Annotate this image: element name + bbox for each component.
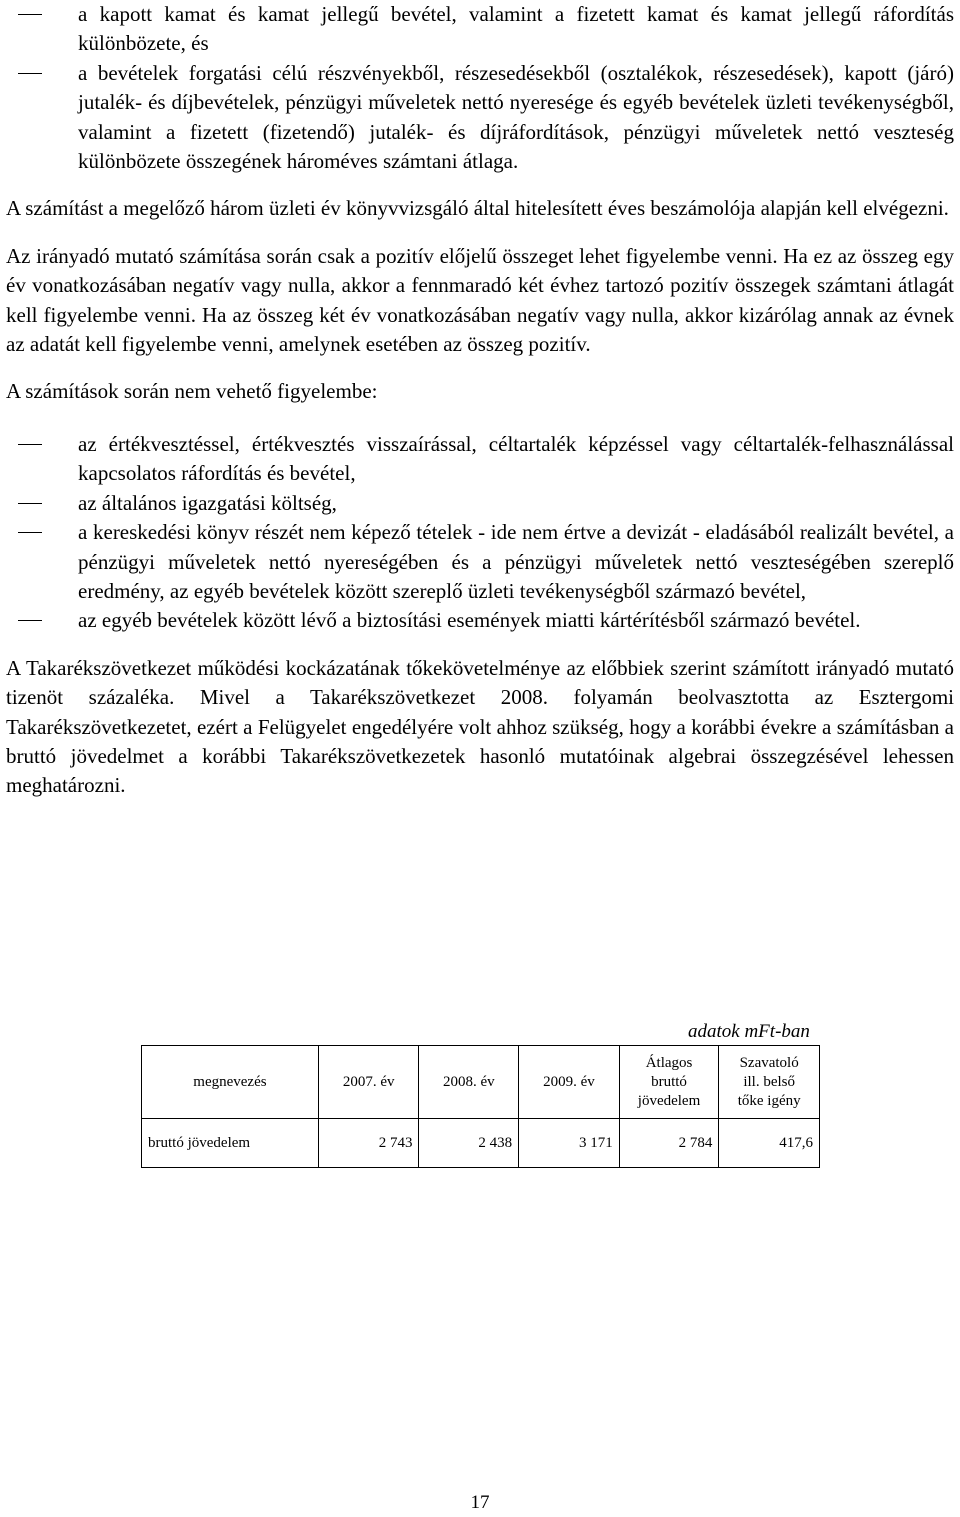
list-item-text: a kapott kamat és kamat jellegű bevétel, valamint a fizetett kamat és kamat jellegű ráfordítás különbözete, és — [78, 2, 954, 56]
table-header-cell: Átlagos bruttó jövedelem — [619, 1046, 719, 1119]
list-item — [6, 59, 954, 177]
list-item-text: az értékvesztéssel, értékvesztés visszaírással, céltartalék képzéssel vagy céltartalék-felhasználással kapcsolatos ráfordítás és bevétel, — [78, 431, 954, 486]
table-header-cell: 2007. év — [318, 1046, 419, 1119]
list-item-text: a bevételek forgatási célú részvényekből, részesedésekből (osztalékok, részesedések), kapott (járó) jutalék- és díjbevételek, pénzügyi műveletek nettó nyeresége és egyéb bevételek üzleti tevékenységből, valamint a fizetett (fizetendő) jutalék- és díjráfordítások, pénzügyi műveletek nettó veszteség különbözete összegének hároméves számtani átlaga. — [78, 60, 954, 174]
table-header-cell: Szavatoló ill. belső tőke igény — [719, 1046, 820, 1119]
list-item-text: a kereskedési könyv részét nem képező tételek - ide nem értve a devizát - eladásából realizált bevétel, a pénzügyi műveletek nettó nyereségében és a pénzügyi műveletek nettó veszteségében szereplő eredmény, az egyéb bevételek között szereplő üzleti tevékenységből származó bevétel, — [78, 520, 954, 603]
dash-bullet-icon — [18, 14, 42, 15]
table-cell: 2 784 — [619, 1119, 719, 1168]
dash-bullet-icon — [18, 444, 42, 445]
list-item-text: az egyéb bevételek között lévő a biztosítási események miatti kártérítésből származó bevétel. — [78, 608, 861, 633]
list-item — [6, 606, 954, 635]
table-cell: 2 743 — [318, 1119, 419, 1168]
table-cell: bruttó jövedelem — [142, 1119, 319, 1168]
table-header-cell: 2009. év — [519, 1046, 620, 1119]
table-row — [142, 1119, 820, 1168]
table-header-cell: megnevezés — [142, 1046, 319, 1119]
paragraph: A számítást a megelőző három üzleti év könyvvizsgáló által hitelesített éves beszámolója alapján kell elvégezni. — [6, 196, 949, 221]
dash-bullet-icon — [18, 503, 42, 504]
table-cell: 2 438 — [419, 1119, 519, 1168]
table-header-cell: 2008. év — [419, 1046, 519, 1119]
dash-bullet-icon — [18, 532, 42, 533]
paragraph: A Takarékszövetkezet működési kockázatának tőkekövetelménye az előbbiek szerint számított irányadó mutató tizenöt százaléka. Mivel a Takarékszövetkezet 2008. folyamán beolvasztotta az Esztergomi Takarékszövetkezetet, ezért a Felügyelet engedélyére volt ahhoz szükség, hogy a korábbi évekre a számításban a bruttó jövedelmet a korábbi Takarékszövetkezetek hasonló mutatóinak algebrai összegzésével lehessen meghatározni. — [6, 655, 954, 798]
table-cell: 417,6 — [719, 1119, 820, 1168]
page-content — [6, 0, 954, 801]
list-item — [6, 430, 954, 489]
dash-bullet-icon — [18, 620, 42, 621]
income-table — [141, 1045, 820, 1168]
list-item — [6, 518, 954, 606]
list-item — [6, 0, 954, 59]
dash-bullet-icon — [18, 73, 42, 74]
paragraph: Az irányadó mutató számítása során csak a pozitív előjelű összeget lehet figyelembe venni. Ha ez az összeg egy év vonatkozásában negatív vagy nulla, akkor a fennmaradó két évhez tartozó pozitív összegek számtani átlagát kell figyelembe venni. Ha az összeg két év vonatkozásában negatív vagy nulla, akkor kizárólag annak az évnek az adatát kell figyelembe venni, amelynek esetében az összeg pozitív. — [6, 243, 954, 357]
list-item-text: az általános igazgatási költség, — [78, 490, 337, 515]
list-item — [6, 489, 954, 518]
table-cell: 3 171 — [519, 1119, 620, 1168]
page-number: 17 — [470, 1492, 490, 1513]
table-header-row — [142, 1046, 820, 1119]
paragraph: A számítások során nem vehető figyelembe: — [6, 379, 378, 404]
table-unit-note: adatok mFt-ban — [688, 1021, 810, 1042]
